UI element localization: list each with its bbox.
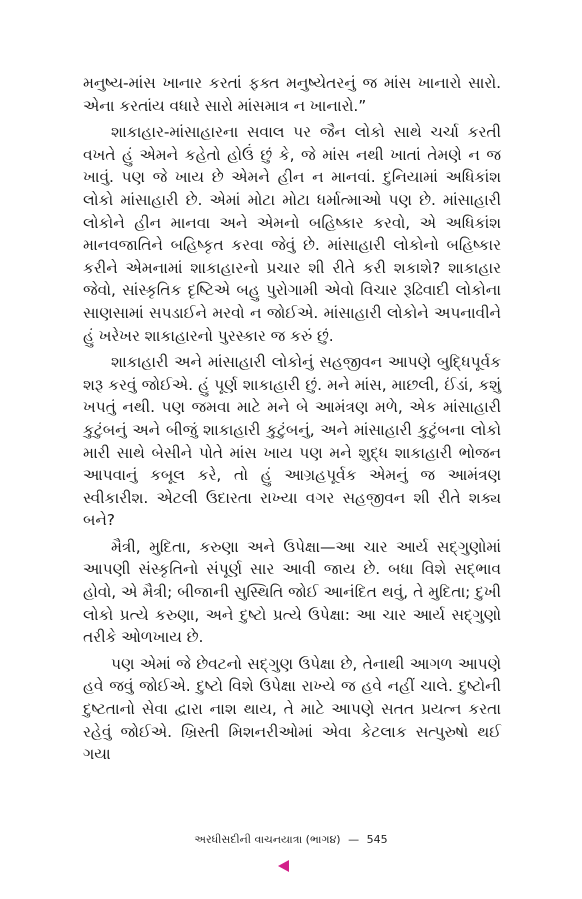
paragraph-2: શાકાહાર-માંસાહારના સવાલ પર જૈન લોકો સાથે ચર્ચા કરતી વખતે હું એમને કહેતો હોઉં છું કે, જે માંસ નથી ખાતાં તેમણે ન જ ખાવું. પણ જે ખાય છે એમને હીન ન માનવાં. દુનિયામાં અધિકાંશ લોકો માંસાહારી છે. એમાં મોટા મોટા ધર્માત્માઓ પણ છે. માંસાહારી લોકોને હીન માનવા અને એમનો બહિષ્કાર કરવો, એ અધિકાંશ માનવજાતિને બહિષ્કૃત કરવા જેવું છે. માંસાહારી લોકોનો બહિષ્કાર કરીને એમનામાં શાકાહારનો પ્રચાર શી રીતે કરી શકાશે? શાકાહાર જેવો, સાંસ્કૃતિક દૃષ્ટિએ બહુ પુરોગામી એવો વિચાર રૂઢિવાદી લોકોના સાણસામાં સપડાઈને મરવો ન જોઈએ. માંસાહારી લોકોને અપનાવીને હું ખરેખર શાકાહારનો પુરસ્કાર જ કરું છું. <box>83 123 501 345</box>
footer-separator: — <box>348 833 360 846</box>
paragraph-4: મૈત્રી, મુદિતા, કરુણા અને ઉપેક્ષા—આ ચાર આર્ય સદ્ગુણોમાં આપણી સંસ્કૃતિનો સંપૂર્ણ સાર આવી જાય છે. બધા વિશે સદ્ભાવ હોવો, એ મૈત્રી; બીજાની સુસ્થિતિ જોઈ આનંદિત થવું, તે મુદિતા; દુખી લોકો પ્રત્યે કરુણા, અને દુષ્ટો પ્રત્યે ઉપેક્ષા: આ ચાર આર્ય સદ્ગુણો તરીકે ઓળખાય છે. <box>83 537 501 647</box>
paragraph-3: શાકાહારી અને માંસાહારી લોકોનું સહજીવન આપણે બુદ્ધિપૂર્વક શરૂ કરવું જોઈએ. હું પૂર્ણ શાકાહારી છું. મને માંસ, માછલી, ઈંડાં, કશું ખપતું નથી. પણ જમવા માટે મને બે આમંત્રણ મળે, એક માંસાહારી કુટુંબનું અને બીજું શાકાહારી કુટુંબનું, અને માંસાહારી કુટુંબના લોકો મારી સાથે બેસીને પોતે માંસ ખાય પણ મને શુદ્ધ શાકાહારી ભોજન આપવાનું કબૂલ કરે, તો હું આગ્રહપૂર્વક એમનું જ આમંત્રણ સ્વીકારીશ. એટલી ઉદારતા રાખ્યા વગર સહજીવન શી રીતે શક્ય બને? <box>83 353 501 530</box>
previous-page-icon[interactable] <box>278 860 289 872</box>
page-number: 545 <box>366 833 388 846</box>
page-footer <box>0 833 582 847</box>
page-body <box>83 72 501 770</box>
paragraph-5: પણ એમાં જે છેવટનો સદ્ગુણ ઉપેક્ષા છે, તેનાથી આગળ આપણે હવે જવું જોઈએ. દુષ્ટો વિશે ઉપેક્ષા રાખ્યે જ હવે નહીં ચાલે. દુષ્ટોની દુષ્ટતાનો સેવા દ્વારા નાશ થાય, તે માટે આપણે સતત પ્રયત્ન કરતા રહેવું જોઈએ. ખ્રિસ્તી મિશનરીઓમાં એવા કેટલાક સત્પુરુષો થઈ ગયા <box>83 654 501 764</box>
book-title: અરધીસદીની વાચનયાત્રા (ભાગ૪) <box>194 833 341 846</box>
paragraph-1: મનુષ્ય-માંસ ખાનાર કરતાં ફક્ત મનુષ્યેતરનું જ માંસ ખાનારો સારો. એના કરતાંય વધારે સારો માંસમાત્ર ન ખાનારો.” <box>83 74 501 115</box>
